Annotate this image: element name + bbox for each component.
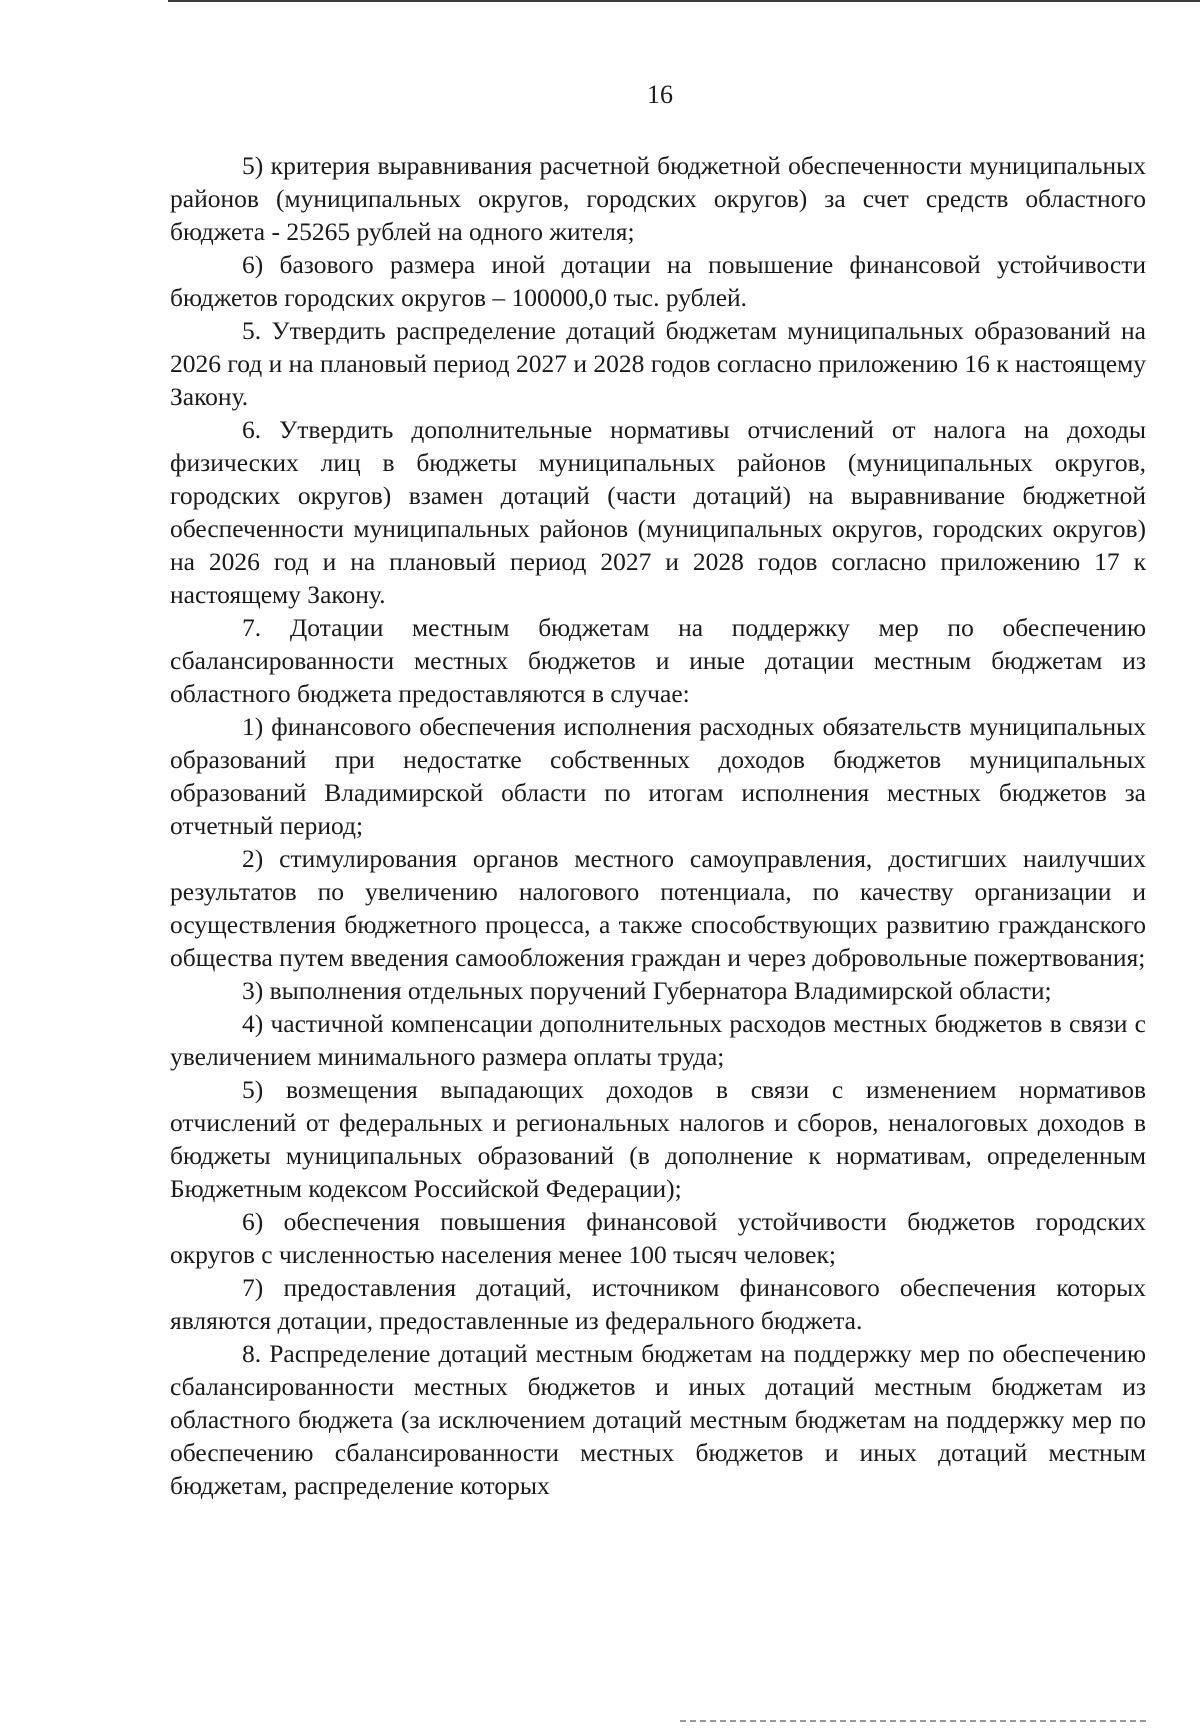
document-body	[170, 149, 1146, 1502]
scan-edge-line-top	[168, 0, 1200, 2]
paragraph-section-7-item-7: 7) предоставления дотаций, источником финансового обеспечения которых являются дотации, предоставленные из федерального бюджета.	[170, 1273, 1146, 1335]
paragraph-section-8: 8. Распределение дотаций местным бюджетам на поддержку мер по обеспечению сбалансированности местных бюджетов и иных дотаций местным бюджетам из областного бюджета (за исключением дотаций местным бюджетам на поддержку мер по обеспечению сбалансированности местных бюджетов и иных дотаций местным бюджетам, распределение которых	[170, 1339, 1146, 1500]
paragraph-item-5: 5) критерия выравнивания расчетной бюджетной обеспеченности муниципальных районов (муниципальных округов, городских округов) за счет средств областного бюджета - 25265 рублей на одного жителя;	[170, 151, 1146, 246]
paragraph-section-6: 6. Утвердить дополнительные нормативы отчислений от налога на доходы физических лиц в бюджеты муниципальных районов (муниципальных округов, городских округов) взамен дотаций (части дотаций) на выравнивание бюджетной обеспеченности муниципальных районов (муниципальных округов, городских округов) на 2026 год и на плановый период 2027 и 2028 годов согласно приложению 17 к настоящему Закону.	[170, 415, 1146, 609]
page-number: 16	[647, 80, 673, 109]
paragraph-section-7-item-5: 5) возмещения выпадающих доходов в связи с изменением нормативов отчислений от федеральных и региональных налогов и сборов, неналоговых доходов в бюджеты муниципальных образований (в дополнение к нормативам, определенным Бюджетным кодексом Российской Федерации);	[170, 1075, 1146, 1203]
paragraph-section-7-item-3: 3) выполнения отдельных поручений Губернатора Владимирской области;	[242, 976, 1052, 1005]
scan-edge-line-bottom	[680, 1720, 1150, 1722]
paragraph-section-7: 7. Дотации местным бюджетам на поддержку мер по обеспечению сбалансированности местных бюджетов и иные дотации местным бюджетам из областного бюджета предоставляются в случае:	[170, 613, 1146, 708]
paragraph-section-7-item-6: 6) обеспечения повышения финансовой устойчивости бюджетов городских округов с численностью населения менее 100 тысяч человек;	[170, 1207, 1146, 1269]
paragraph-section-7-item-2: 2) стимулирования органов местного самоуправления, достигших наилучших результатов по увеличению налогового потенциала, по качеству организации и осуществления бюджетного процесса, а также способствующих развитию гражданского общества путем введения самообложения граждан и через добровольные пожертвования;	[170, 844, 1146, 972]
paragraph-section-5: 5. Утвердить распределение дотаций бюджетам муниципальных образований на 2026 год и на плановый период 2027 и 2028 годов согласно приложению 16 к настоящему Закону.	[170, 316, 1146, 411]
paragraph-section-7-item-1: 1) финансового обеспечения исполнения расходных обязательств муниципальных образований при недостатке собственных доходов бюджетов муниципальных образований Владимирской области по итогам исполнения местных бюджетов за отчетный период;	[170, 712, 1146, 840]
paragraph-item-6: 6) базового размера иной дотации на повышение финансовой устойчивости бюджетов городских округов – 100000,0 тыс. рублей.	[170, 250, 1146, 312]
paragraph-section-7-item-4: 4) частичной компенсации дополнительных расходов местных бюджетов в связи с увеличением минимального размера оплаты труда;	[170, 1009, 1146, 1071]
